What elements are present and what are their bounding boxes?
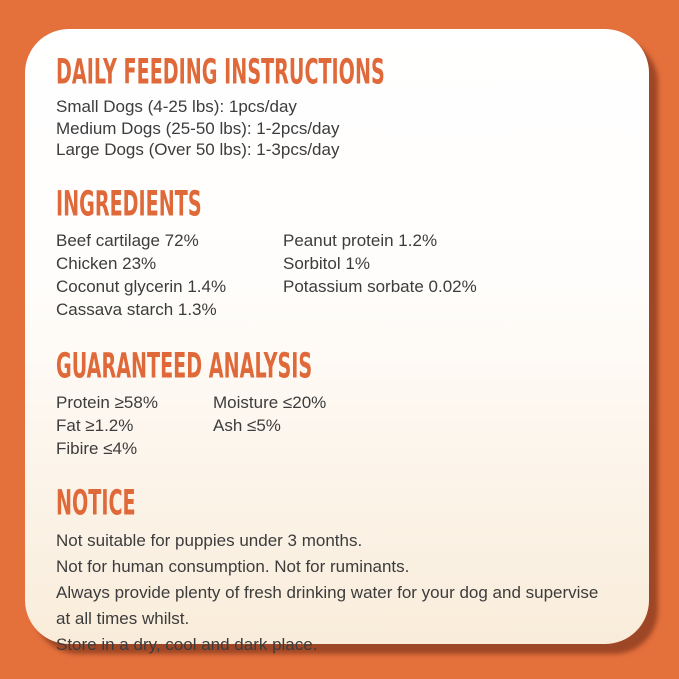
ingredient-item: Chicken 23% (56, 253, 157, 273)
analysis-item-protein: Protein ≥58% (56, 392, 158, 412)
ingredient-item: Cassava starch 1.3% (56, 299, 217, 319)
ingredient-item: Potassium sorbate 0.02% (283, 276, 477, 296)
notice-line-supervise: at all times whilst. (56, 608, 190, 628)
feeding-line-small-dogs: Small Dogs (4-25 lbs): 1pcs/day (56, 97, 297, 116)
notice-line-storage: Store in a dry, cool and dark place. (56, 634, 318, 654)
notice-list (56, 528, 615, 658)
notice-section-heading (56, 481, 615, 523)
feeding-line-large-dogs: Large Dogs (Over 50 lbs): 1-3pcs/day (56, 140, 340, 159)
analysis-section-heading (56, 344, 615, 386)
analysis-item-ash: Ash ≤5% (213, 415, 281, 435)
feeding-line-medium-dogs: Medium Dogs (25-50 lbs): 1-2pcs/day (56, 118, 340, 138)
product-label-card (25, 29, 649, 654)
analysis-section-title: GUARANTEED ANALYSIS (56, 344, 313, 386)
ingredient-item: Beef cartilage 72% (56, 230, 199, 250)
ingredients-left-column (56, 229, 283, 321)
notice-line-consumption: Not for human consumption. Not for ruminants. (56, 556, 410, 576)
feeding-section-title: DAILY FEEDING INSTRUCTIONS (56, 50, 385, 93)
ingredients-section-heading (56, 182, 615, 224)
ingredient-item: Peanut protein 1.2% (283, 230, 438, 250)
feeding-section-heading (56, 50, 615, 93)
feeding-instructions-list (56, 96, 615, 161)
analysis-item-moisture: Moisture ≤20% (213, 392, 327, 412)
notice-line-water: Always provide plenty of fresh drinking water for your dog and supervise (56, 582, 599, 602)
ingredients-right-column (283, 229, 615, 321)
ingredients-list (56, 229, 615, 321)
ingredient-item: Sorbitol 1% (283, 253, 370, 273)
notice-line-puppies: Not suitable for puppies under 3 months. (56, 530, 363, 550)
analysis-left-column (56, 391, 213, 460)
analysis-item-fibre: Fibire ≤4% (56, 438, 138, 458)
ingredient-item: Coconut glycerin 1.4% (56, 276, 227, 296)
ingredients-section-title: INGREDIENTS (56, 182, 202, 224)
guaranteed-analysis-list (56, 391, 615, 460)
notice-section-title: NOTICE (56, 481, 136, 523)
analysis-right-column (213, 391, 615, 460)
analysis-item-fat: Fat ≥1.2% (56, 415, 134, 435)
